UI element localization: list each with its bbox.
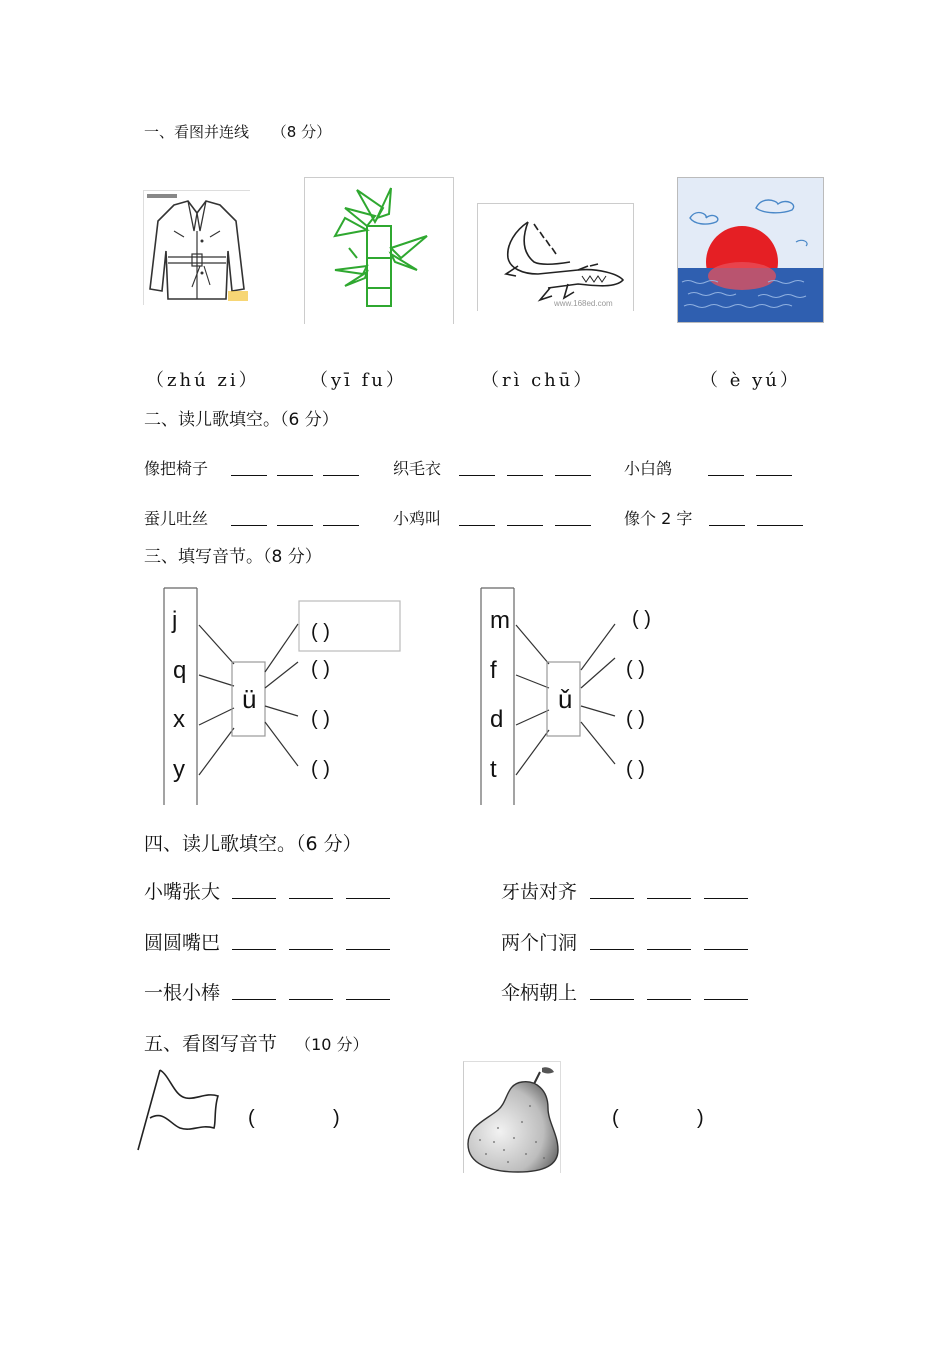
answer-blank[interactable] [289,933,333,950]
crocodile-watermark: www.168ed.com [554,299,613,308]
answer-paren-close[interactable]: ) [333,1107,340,1129]
section3-title: 三、填写音节。（8 分） [144,547,322,567]
s4-blanks [590,983,748,1004]
s4-blanks [232,933,390,954]
s2-item: 织毛衣 [393,459,442,478]
s4-item: 伞柄朝上 [501,982,578,1004]
initial-t: t [490,756,497,783]
answer-blank[interactable] [704,933,748,950]
section2-title: 二、读儿歌填空。（6 分） [144,410,339,430]
s2-item: 像个 2 字 [624,509,693,528]
s2-item: 小鸡叫 [393,509,442,528]
final-u-umlaut: ü [242,684,257,714]
s4-item: 小嘴张大 [144,881,221,903]
answer-paren[interactable]: ( ) [626,658,645,680]
answer-blank[interactable] [289,882,333,899]
initial-j: j [172,607,178,634]
answer-paren[interactable]: ( ) [311,758,330,780]
answer-blank[interactable] [647,882,691,899]
initial-x: x [173,706,185,733]
initial-q: q [173,657,187,684]
flag-picture [136,1066,220,1152]
section1-title: 一、看图并连线 （8 分） [144,123,332,141]
answer-paren-close[interactable]: ) [697,1107,704,1129]
s4-blanks [590,882,748,903]
answer-blank[interactable] [590,882,634,899]
answer-blank[interactable] [590,933,634,950]
s4-blanks [232,882,390,903]
initial-d: d [490,706,504,733]
pinyin-zhuzi: （zhú zi） [146,370,260,391]
s4-item: 两个门洞 [501,932,578,954]
pear-picture [463,1061,561,1173]
answer-blank[interactable] [232,983,276,1000]
s2-item: 小白鸽 [624,459,673,478]
answer-paren[interactable]: ( ) [626,708,645,730]
answer-paren[interactable]: ( ) [632,608,651,630]
answer-paren[interactable]: ( ) [311,621,330,643]
answer-blank[interactable] [647,933,691,950]
answer-blank[interactable] [647,983,691,1000]
answer-paren[interactable]: ( ) [626,758,645,780]
pinyin-eyu: （ è yú） [700,370,801,391]
section1-score: （8 分） [271,123,332,141]
answer-blank[interactable] [704,983,748,1000]
pear-icon [464,1062,560,1173]
s2-item: 蚕儿吐丝 [144,509,209,528]
answer-blank[interactable] [346,933,390,950]
section4-title: 四、读儿歌填空。（6 分） [144,833,362,855]
section5-title: 五、看图写音节 （10 分） [144,1033,369,1055]
s4-blanks [590,933,748,954]
answer-paren[interactable]: ( ) [311,708,330,730]
answer-blank[interactable] [346,983,390,1000]
answer-paren-open[interactable]: ( [248,1107,255,1129]
s4-item: 圆圆嘴巴 [144,932,221,954]
answer-blank[interactable] [232,933,276,950]
answer-blank[interactable] [704,882,748,899]
initial-m: m [490,607,510,634]
section5-score: （10 分） [295,1035,369,1054]
initial-y: y [173,756,185,783]
final-u-caron: ǔ [558,684,573,714]
answer-blank[interactable] [590,983,634,1000]
answer-paren-open[interactable]: ( [612,1107,619,1129]
initial-f: f [490,657,497,684]
s2-item: 像把椅子 [144,459,209,478]
s4-item: 牙齿对齐 [501,881,578,903]
s4-item: 一根小棒 [144,982,221,1004]
s4-blanks [232,983,390,1004]
answer-paren[interactable]: ( ) [311,658,330,680]
pinyin-richu: （rì chū） [481,370,595,391]
flag-icon [138,1070,218,1150]
answer-blank[interactable] [289,983,333,1000]
answer-blank[interactable] [232,882,276,899]
pinyin-yifu: （yī fu） [310,370,407,391]
answer-blank[interactable] [346,882,390,899]
